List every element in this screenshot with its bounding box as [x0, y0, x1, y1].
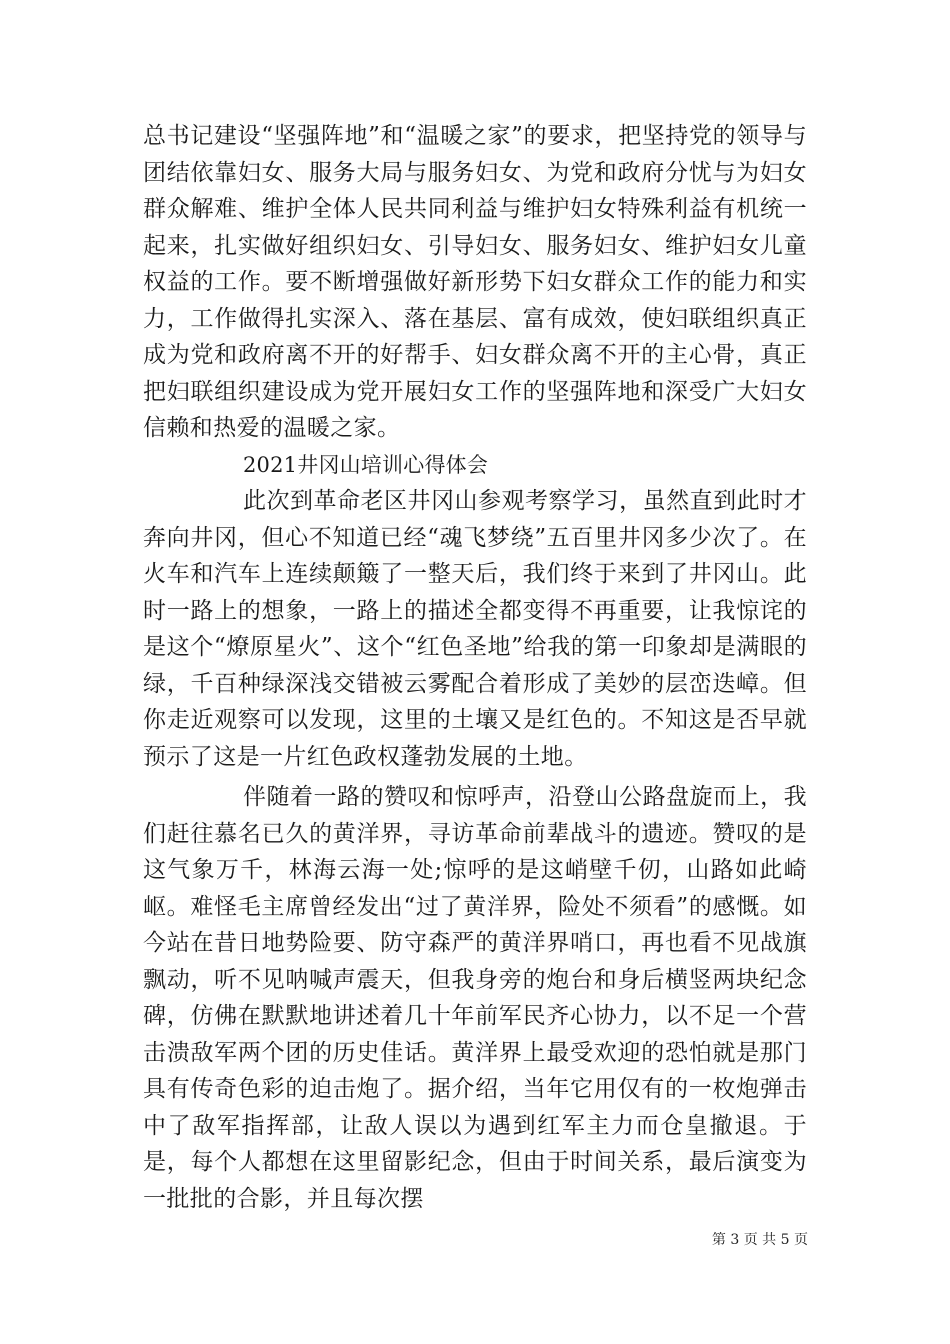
document-body	[143, 118, 807, 1217]
section-heading: 2021井冈山培训心得体会	[243, 452, 489, 477]
page-number-footer: 第 3 页 共 5 页	[711, 1232, 808, 1248]
paragraph-continued: 总书记建设“坚强阵地”和“温暖之家”的要求，把坚持党的领导与团结依靠妇女、服务大局与服务妇女、为党和政府分忧与为妇女群众解难、维护全体人民共同利益与维护妇女特殊利益有机统一起来，扎实做好组织妇女、引导妇女、服务妇女、维护妇女儿童权益的工作。要不断增强做好新形势下妇女群众工作的能力和实力，工作做得扎实深入、落在基层、富有成效，使妇联组织真正成为党和政府离不开的好帮手、妇女群众离不开的主心骨，真正把妇联组织建设成为党开展妇女工作的坚强阵地和深受广大妇女信赖和热爱的温暖之家。	[143, 123, 807, 441]
paragraph-huangyangjie: 伴随着一路的赞叹和惊呼声，沿登山公路盘旋而上，我们赶往慕名已久的黄洋界，寻访革命前辈战斗的遗迹。赞叹的是这气象万千，林海云海一处;惊呼的是这峭壁千仞，山路如此崎岖。难怪毛主席曾经发出“过了黄洋界，险处不须看”的感慨。如今站在昔日地势险要、防守森严的黄洋界哨口，再也看不见战旗飘动，听不见呐喊声震天，但我身旁的炮台和身后横竖两块纪念碑，仿佛在默默地讲述着几十年前军民齐心协力，以不足一个营击溃敌军两个团的历史佳话。黄洋界上最受欢迎的恐怕就是那门具有传奇色彩的迫击炮了。据介绍，当年它用仅有的一枚炮弹击中了敌军指挥部，让敌人误以为遇到红军主力而仓皇撤退。于是，每个人都想在这里留影纪念，但由于时间关系，最后演变为一批批的合影，并且每次摆	[143, 784, 807, 1212]
paragraph-intro: 此次到革命老区井冈山参观考察学习，虽然直到此时才奔向井冈，但心不知道已经“魂飞梦绕”五百里井冈多少次了。在火车和汽车上连续颠簸了一整天后，我们终于来到了井冈山。此时一路上的想象，一路上的描述全都变得不再重要，让我惊诧的是这个“燎原星火”、这个“红色圣地”给我的第一印象却是满眼的绿，千百种绿深浅交错被云雾配合着形成了美妙的层峦迭嶂。但你走近观察可以发现，这里的土壤又是红色的。不知这是否早就预示了这是一片红色政权蓬勃发展的土地。	[143, 488, 807, 770]
